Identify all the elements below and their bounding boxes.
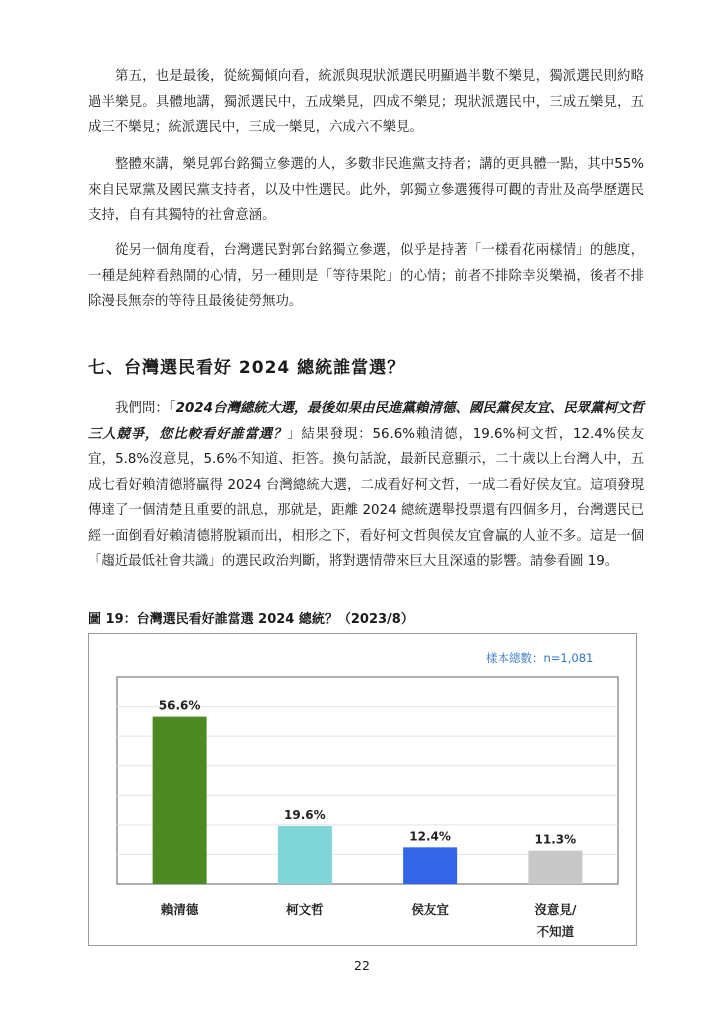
section-heading: 七、台灣選民看好 2024 總統誰當選？ [88, 358, 406, 378]
data-label-1: 56.6% [158, 698, 201, 713]
category-label-4: 不知道 [536, 924, 575, 939]
category-label-4: 沒意見/ [534, 902, 577, 917]
bar-4 [528, 851, 582, 884]
category-label-1: 賴清德 [160, 902, 199, 917]
paragraph-2: 整體來講，樂見郭台銘獨立參選的人，多數非民進黨支持者；講的更具體一點，其中55%來自民眾黨及國民黨支持者，以及中性選民。此外，郭獨立參選獲得可觀的青壯及高學歷選民支持，自有其獨特的社會意涵。 [88, 157, 644, 223]
bar-1 [153, 717, 207, 884]
survey-question: 2024台灣總統大選，最後如果由民進黨賴清德、國民黨侯友宜、民眾黨柯文哲三人競爭，您比較看好誰當選？ [88, 401, 644, 442]
figure-caption: 圖 19：台灣選民看好誰當選 2024 總統？（2023/8） [88, 612, 414, 627]
data-label-2: 19.6% [284, 808, 326, 823]
category-label-3: 侯友宜 [411, 902, 449, 917]
sample-size-label: 樣本總數：n=1,081 [486, 651, 594, 665]
data-label-3: 12.4% [409, 829, 451, 844]
paragraph-1: 第五，也是最後，從統獨傾向看，統派與現狀派選民明顯過半數不樂見，獨派選民則約略過半樂見。具體地講，獨派選民中，五成樂見，四成不樂見；現狀派選民中，三成五樂見，五成三不樂見；統派選民中，三成一樂見，六成六不樂見。 [88, 69, 644, 135]
paragraph-4-body: 」結果發現：56.6%賴清德，19.6%柯文哲，12.4%侯友宜，5.8%沒意見，5.6%不知道、拒答。換句話說，最新民意顯示，二十歲以上台灣人中，五成七看好賴清德將贏得 2024 台灣總統大選，二成看好柯文哲，一成二看好侯友宜。這項發現傳達了一個清楚且重要的訊息，那就是，距離 2024 總統選舉投票還有四個多月，台灣選民已經一面倒看好賴清德將脫穎而出，相形之下，看好柯文哲與侯友宜會贏的人並不多。這是一個「趨近最低社會共識」的選民政治判斷，將對選情帶來巨大且深遠的影響。請參看圖 19。 [88, 426, 644, 569]
paragraph-3: 從另一個角度看，台灣選民對郭台銘獨立參選，似乎是持著「一樣看花兩樣情」的態度，一種是純粹看熱鬧的心情，另一種則是「等待果陀」的心情；前者不排除幸災樂禍，後者不排除漫長無奈的等待且最後徒勞無功。 [88, 243, 644, 309]
bar-3 [403, 847, 457, 884]
page-number: 22 [354, 958, 370, 973]
data-label-4: 11.3% [534, 832, 577, 847]
bar-2 [278, 826, 332, 884]
paragraph-4-intro: 我們問：「 [115, 401, 176, 416]
category-label-2: 柯文哲 [286, 902, 324, 917]
